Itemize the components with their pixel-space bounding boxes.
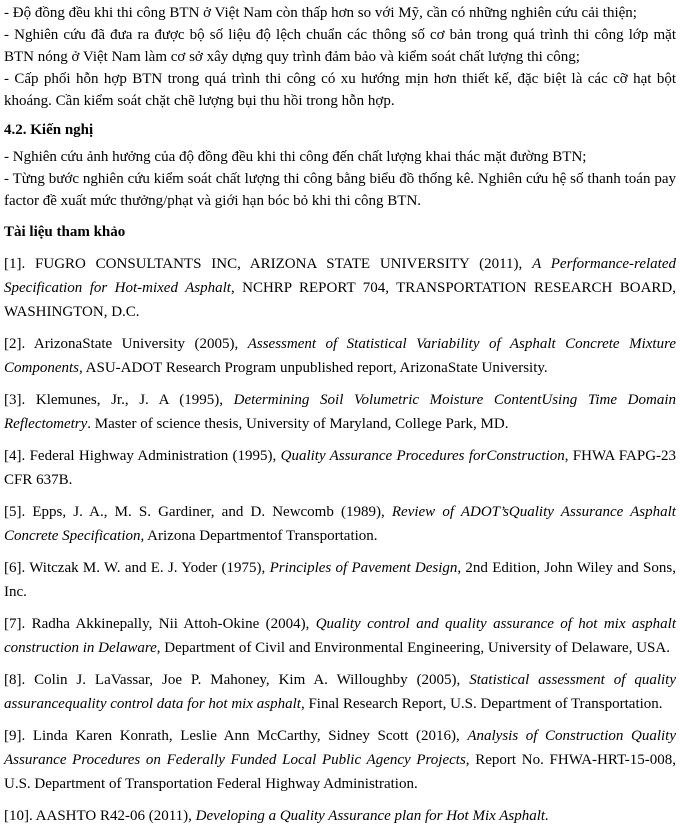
recommendations-heading: 4.2. Kiến nghị <box>4 122 94 138</box>
reference-title: Quality control and quality assurance of hot mix asphalt construction in Delaware <box>4 616 677 656</box>
reference-title: Assessment of Statistical Variability of Asphalt Concrete Mixture Components <box>4 336 677 376</box>
conclusion-item: - Nghiên cứu đã đưa ra được bộ số liệu độ lệch chuẩn các thông số cơ bản trong quá trình thi công lớp mặt BTN nóng ở Việt Nam làm cơ sở xây dựng quy trình đảm bảo và kiểm soát chất lượng thi công; <box>4 27 676 65</box>
reference-title: Statistical assessment of quality assurancequality control data for hot mix asphalt <box>4 672 676 712</box>
reference-title: Determining Soil Volumetric Moisture ContentUsing Time Domain Reflectometry <box>4 392 676 432</box>
reference-title: A Performance-related Specification for Hot-mixed Asphalt <box>4 256 676 296</box>
reference-title: Analysis of Construction Quality Assurance Procedures on Federally Funded Local Public Agency Projects <box>4 728 676 768</box>
reference-entry: [10]. AASHTO R42-06 (2011), Developing a Quality Assurance plan for Hot Mix Asphalt. <box>4 808 549 824</box>
reference-entry: [1]. FUGRO CONSULTANTS INC, ARIZONA STATE UNIVERSITY (2011), A Performance-related Specification for Hot-mixed Asphalt, NCHRP REPORT 704, TRANSPORTATION RESEARCH BOARD, WASHINGTON, D.C. <box>4 256 676 320</box>
reference-title: Principles of Pavement Design <box>269 560 458 576</box>
conclusion-item: - Cấp phối hỗn hợp BTN trong quá trình thi công có xu hướng mịn hơn thiết kế, đặc biệt là các cỡ hạt bột khoáng. Cần kiểm soát chặt chẽ lượng bụi thu hồi trong hỗn hợp. <box>4 71 676 109</box>
recommendation-item: - Từng bước nghiên cứu kiểm soát chất lượng thi công bằng biểu đồ thống kê. Nghiên cứu hệ số thanh toán pay factor đề xuất mức thưởng/phạt và giới hạn bóc bỏ khi thi công BTN. <box>4 171 676 209</box>
reference-entry: [7]. Radha Akkinepally, Nii Attoh-Okine (2004), Quality control and quality assurance of hot mix asphalt construction in Delaware, Department of Civil and Environmental Engineering, University of Delaware, USA. <box>4 616 677 656</box>
reference-title: Quality Assurance Procedures forConstruction <box>280 448 565 464</box>
conclusion-item: - Độ đồng đều khi thi công BTN ở Việt Nam còn thấp hơn so với Mỹ, cần có những nghiên cứu cải thiện; <box>4 5 637 21</box>
reference-entry: [3]. Klemunes, Jr., J. A (1995), Determining Soil Volumetric Moisture ContentUsing Time Domain Reflectometry. Master of science thesis, University of Maryland, College Park, MD. <box>4 392 676 432</box>
reference-title: Developing a Quality Assurance plan for Hot Mix Asphalt. <box>195 808 549 824</box>
reference-entry: [2]. ArizonaState University (2005), Assessment of Statistical Variability of Asphalt Concrete Mixture Components, ASU-ADOT Research Program unpublished report, ArizonaState University. <box>4 336 677 376</box>
reference-entry: [6]. Witczak M. W. and E. J. Yoder (1975), Principles of Pavement Design, 2nd Edition, John Wiley and Sons, Inc. <box>4 560 676 600</box>
recommendation-item: - Nghiên cứu ảnh hưởng của độ đồng đều khi thi công đến chất lượng khai thác mặt đường BTN; <box>4 149 587 165</box>
reference-entry: [4]. Federal Highway Administration (1995), Quality Assurance Procedures forConstruction, FHWA FAPG-23 CFR 637B. <box>4 448 677 488</box>
reference-title: Review of ADOT’sQuality Assurance Asphalt Concrete Specification <box>4 504 676 544</box>
references-heading: Tài liệu tham khảo <box>4 224 126 240</box>
reference-entry: [8]. Colin J. LaVassar, Joe P. Mahoney, Kim A. Willoughby (2005), Statistical assessment of quality assurancequality control data for hot mix asphalt, Final Research Report, U.S. Department of Transportation. <box>4 672 676 712</box>
reference-entry: [9]. Linda Karen Konrath, Leslie Ann McCarthy, Sidney Scott (2016), Analysis of Construction Quality Assurance Procedures on Federally Funded Local Public Agency Projects, Report No. FHWA-HRT-15-008, U.S. Department of Transportation Federal Highway Administration. <box>4 728 676 792</box>
document-page <box>4 2 676 836</box>
reference-entry: [5]. Epps, J. A., M. S. Gardiner, and D. Newcomb (1989), Review of ADOT’sQuality Assurance Asphalt Concrete Specification, Arizona Departmentof Transportation. <box>4 504 676 544</box>
